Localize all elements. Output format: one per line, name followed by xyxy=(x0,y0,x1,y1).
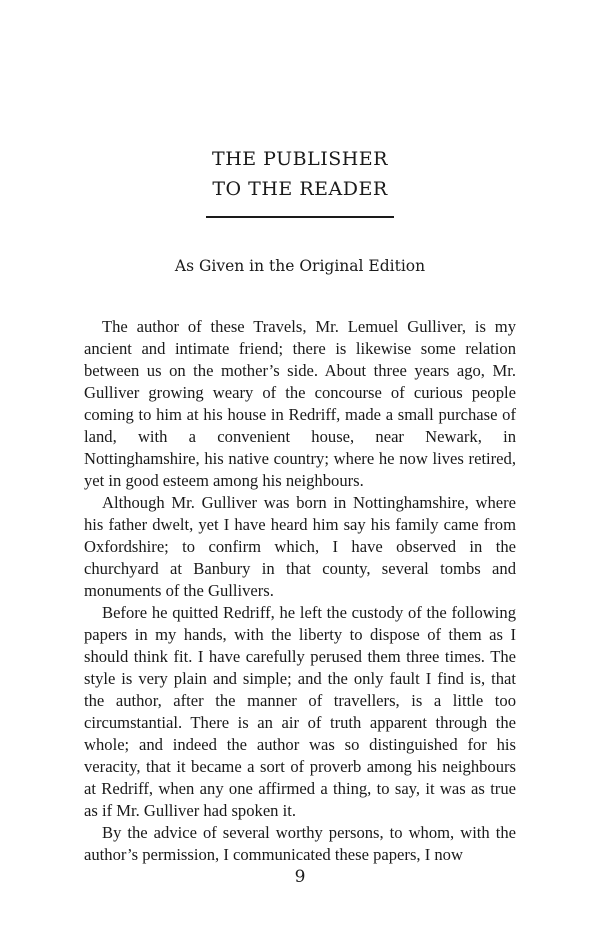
paragraph: Before he quitted Redriff, he left the custody of the following papers in my hands, with the liberty to dispose of them as I should think fit. I have carefully perused them three times. The style is very plain and simple; and the only fault I find is, that the author, after the manner of travellers, is a little too circumstantial. There is an air of truth apparent through the whole; and indeed the author was so distinguished for his veracity, that it became a sort of proverb among his neighbours at Redriff, when any one affirmed a thing, to say, it was as true as if Mr. Gulliver had spoken it. xyxy=(84,603,516,820)
paragraph: Although Mr. Gulliver was born in Nottinghamshire, where his father dwelt, yet I have heard him say his family came from Oxfordshire; to confirm which, I have observed in the churchyard at Banbury in that county, several tombs and monuments of the Gullivers. xyxy=(84,493,516,600)
body-text xyxy=(84,316,516,866)
chapter-title-line-1: THE PUBLISHER xyxy=(212,148,388,170)
paragraph: The author of these Travels, Mr. Lemuel Gulliver, is my ancient and intimate friend; there is likewise some relation between us on the mother’s side. About three years ago, Mr. Gulliver growing weary of the concourse of curious people coming to him at his house in Redriff, made a small purchase of land, with a convenient house, near Newark, in Nottinghamshire, his native country; where he now lives retired, yet in good esteem among his neighbours. xyxy=(84,317,516,490)
chapter-subtitle: As Given in the Original Edition xyxy=(174,257,426,275)
title-rule xyxy=(206,216,394,218)
paragraph: By the advice of several worthy persons, to whom, with the author’s permission, I communicated these papers, I now xyxy=(84,823,516,864)
chapter-title-line-2: TO THE READER xyxy=(212,178,388,200)
page-number: 9 xyxy=(294,867,306,887)
